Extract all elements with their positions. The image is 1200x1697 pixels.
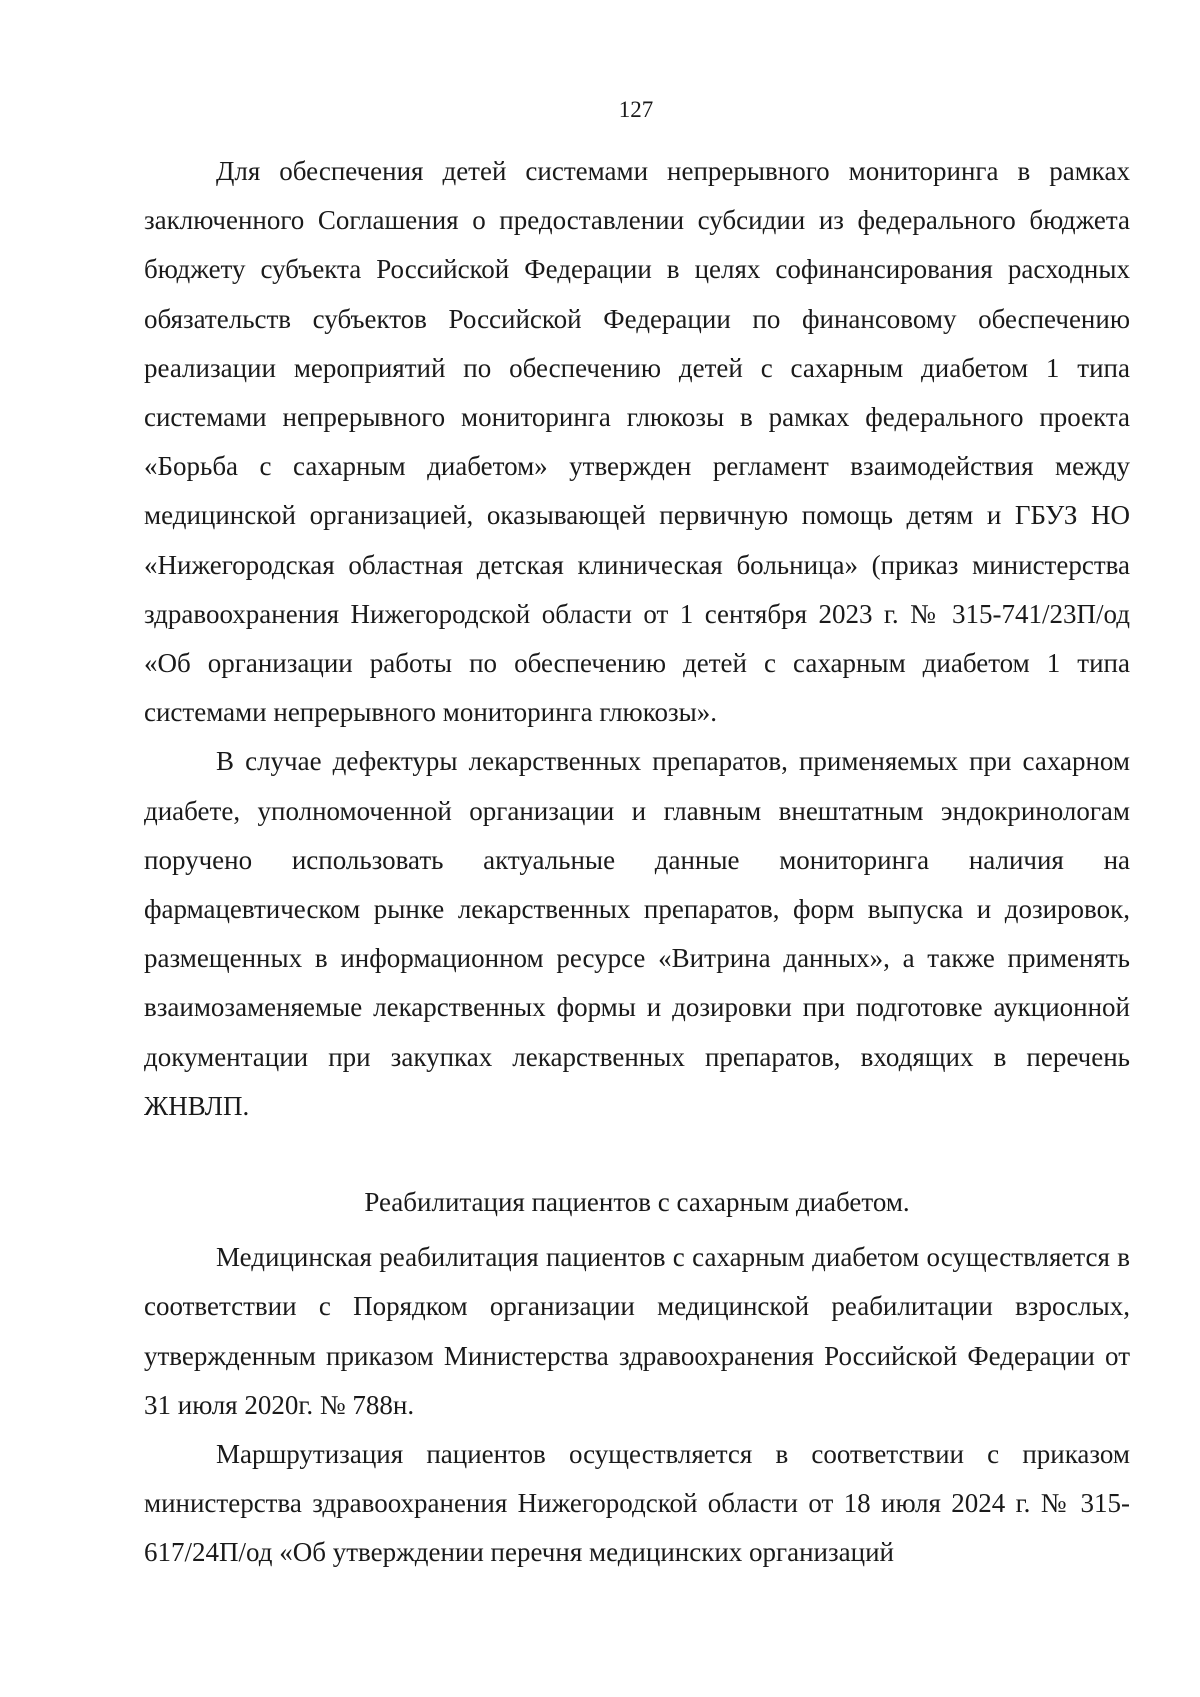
paragraph-patient-routing: Маршрутизация пациентов осуществляется в соответствии с приказом министерства здравоохранения Нижегородской области от 18 июля 2024 г. № 315-617/24П/од «Об утверждении перечня медицинских организаций <box>144 1439 1130 1568</box>
paragraph-drug-shortage: В случае дефектуры лекарственных препаратов, применяемых при сахарном диабете, уполномоченной организации и главным внештатным эндокринологам поручено использовать актуальные данные мониторинга наличия на фармацевтическом рынке лекарственных препаратов, форм выпуска и дозировок, размещенных в информационном ресурсе «Витрина данных», а также применять взаимозаменяемые лекарственных формы и дозировки при подготовке аукционной документации при закупках лекарственных препаратов, входящих в перечень ЖНВЛП. <box>144 746 1130 1121</box>
section-heading-rehabilitation: Реабилитация пациентов с сахарным диабетом. <box>364 1187 910 1218</box>
page-number: 127 <box>618 97 654 122</box>
document-body <box>144 147 1130 1578</box>
paragraph-rehabilitation-order: Медицинская реабилитация пациентов с сахарным диабетом осуществляется в соответствии с Порядком организации медицинской реабилитации взрослых, утвержденным приказом Министерства здравоохранения Российской Федерации от 31 июля 2020г. № 788н. <box>144 1242 1130 1420</box>
paragraph-cgm-regulation: Для обеспечения детей системами непрерывного мониторинга в рамках заключенного Соглашения о предоставлении субсидии из федерального бюджета бюджету субъекта Российской Федерации в целях софинансирования расходных обязательств субъектов Российской Федерации по финансовому обеспечению реализации мероприятий по обеспечению детей с сахарным диабетом 1 типа системами непрерывного мониторинга глюкозы в рамках федерального проекта «Борьба с сахарным диабетом» утвержден регламент взаимодействия между медицинской организацией, оказывающей первичную помощь детям и ГБУЗ НО «Нижегородская областная детская клиническая больница» (приказ министерства здравоохранения Нижегородской области от 1 сентября 2023 г. № 315-741/23П/од «Об организации работы по обеспечению детей с сахарным диабетом 1 типа системами непрерывного мониторинга глюкозы». <box>144 156 1130 728</box>
